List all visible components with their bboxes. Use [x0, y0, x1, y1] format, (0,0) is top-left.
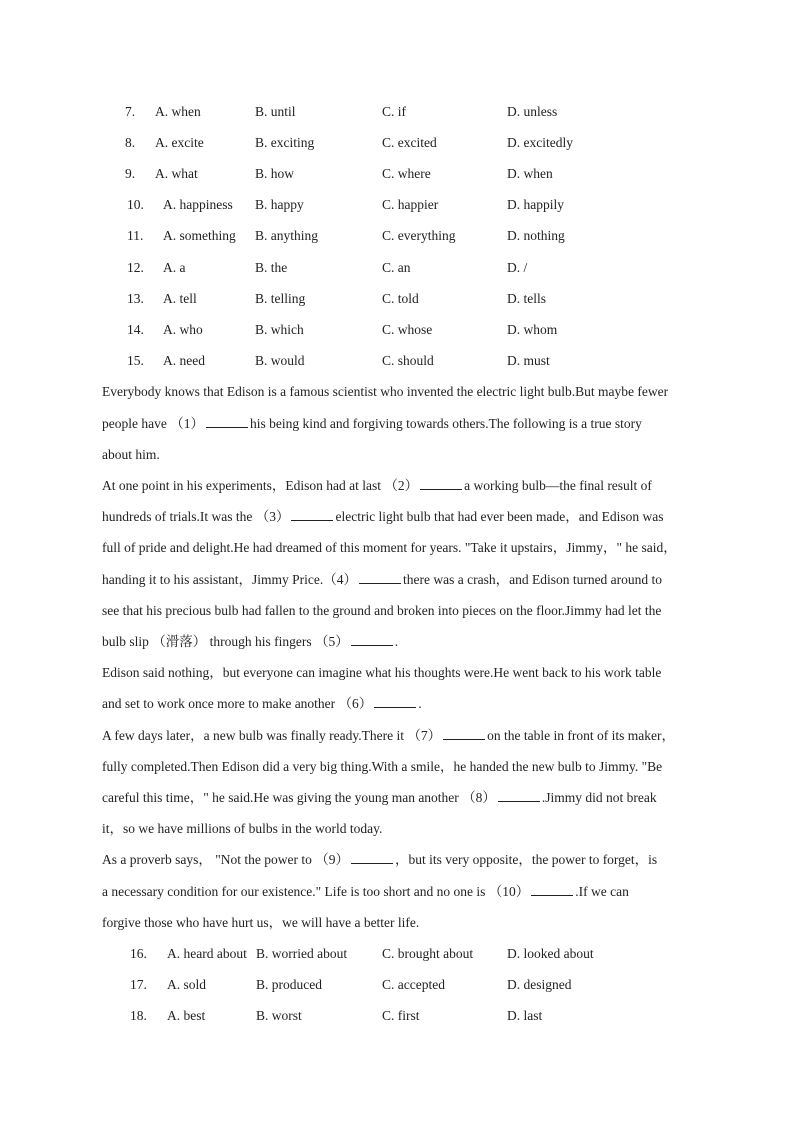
question-number: 9.: [125, 166, 136, 181]
question-row: [0, 133, 794, 153]
option-b: B. worried about: [256, 946, 348, 961]
question-row: [0, 944, 794, 964]
answer-blank-1[interactable]: [206, 414, 248, 428]
option-d: D. /: [507, 260, 528, 275]
option-d: D. excitedly: [507, 135, 573, 150]
passage-line: and set to work once more to make another （6） .: [102, 696, 422, 711]
option-b: B. anything: [255, 228, 318, 243]
passage-line: hundreds of trials.It was the （3） electric light bulb that had ever been made，and Edison was: [102, 509, 664, 524]
question-number: 17.: [130, 977, 147, 992]
option-b: B. which: [255, 322, 304, 337]
option-d: D. unless: [507, 104, 558, 119]
passage-line: people have （1） his being kind and forgiving towards others.The following is a true story: [102, 416, 642, 431]
passage-line: A few days later，a new bulb was finally ready.There it （7） on the table in front of its maker，: [102, 728, 675, 743]
passage-line: a necessary condition for our existence." Life is too short and no one is （10） .If we can: [102, 884, 629, 899]
option-a: A. sold: [167, 977, 207, 992]
passage-line: careful this time，" he said.He was giving the young man another （8） .Jimmy did not break: [102, 790, 657, 805]
option-a: A. excite: [155, 135, 204, 150]
option-d: D. whom: [507, 322, 558, 337]
question-number: 11.: [127, 228, 144, 243]
option-d: D. happily: [507, 197, 564, 212]
option-a: A. what: [155, 166, 198, 181]
option-c: C. where: [382, 166, 431, 181]
option-a: A. heard about: [167, 946, 247, 961]
question-number: 13.: [127, 291, 144, 306]
option-c: C. an: [382, 260, 411, 275]
question-row: [0, 320, 794, 340]
option-a: A. who: [163, 322, 203, 337]
option-a: A. need: [163, 353, 205, 368]
question-row: [0, 351, 794, 371]
question-row: [0, 195, 794, 215]
answer-blank-9[interactable]: [351, 850, 393, 864]
option-b: B. produced: [256, 977, 322, 992]
option-c: C. brought about: [382, 946, 474, 961]
passage-line: fully completed.Then Edison did a very big thing.With a smile，he handed the new bulb to Jimmy. "Be: [102, 759, 663, 774]
question-row: [0, 975, 794, 995]
question-number: 15.: [127, 353, 144, 368]
option-a: A. best: [167, 1008, 206, 1023]
answer-blank-8[interactable]: [498, 788, 540, 802]
question-row: [0, 1006, 794, 1026]
passage-line: As a proverb says， "Not the power to （9） ，but its very opposite，the power to forget，is: [102, 852, 658, 867]
question-row: [0, 289, 794, 309]
option-c: C. accepted: [382, 977, 445, 992]
answer-blank-5[interactable]: [351, 632, 393, 646]
answer-blank-2[interactable]: [420, 476, 462, 490]
passage-line: forgive those who have hurt us，we will have a better life.: [102, 915, 420, 930]
option-b: B. the: [255, 260, 288, 275]
option-b: B. until: [255, 104, 296, 119]
passage-line: handing it to his assistant，Jimmy Price.（4） there was a crash，and Edison turned around to: [102, 572, 663, 587]
question-number: 14.: [127, 322, 144, 337]
option-c: C. if: [382, 104, 407, 119]
option-c: C. told: [382, 291, 419, 306]
option-d: D. looked about: [507, 946, 594, 961]
answer-blank-4[interactable]: [359, 570, 401, 584]
question-number: 8.: [125, 135, 136, 150]
passage-line: about him.: [102, 447, 160, 462]
option-b: B. worst: [256, 1008, 302, 1023]
question-number: 12.: [127, 260, 144, 275]
passage-line: Everybody knows that Edison is a famous scientist who invented the electric light bulb.But maybe fewer: [102, 384, 669, 399]
option-c: C. happier: [382, 197, 439, 212]
answer-blank-10[interactable]: [531, 882, 573, 896]
option-b: B. would: [255, 353, 305, 368]
option-d: D. must: [507, 353, 550, 368]
option-c: C. first: [382, 1008, 420, 1023]
passage-line: At one point in his experiments，Edison had at last （2） a working bulb—the final result of: [102, 478, 652, 493]
question-number: 18.: [130, 1008, 147, 1023]
question-row: [0, 258, 794, 278]
option-d: D. when: [507, 166, 553, 181]
option-a: A. something: [163, 228, 236, 243]
option-c: C. whose: [382, 322, 433, 337]
question-number: 16.: [130, 946, 147, 961]
answer-blank-7[interactable]: [443, 726, 485, 740]
option-a: A. tell: [163, 291, 197, 306]
answer-blank-6[interactable]: [374, 694, 416, 708]
passage-line: it，so we have millions of bulbs in the world today.: [102, 821, 383, 836]
option-c: C. everything: [382, 228, 456, 243]
option-c: C. should: [382, 353, 434, 368]
passage-line: bulb slip （滑落） through his fingers （5） .: [102, 634, 399, 649]
option-a: A. happiness: [163, 197, 233, 212]
answer-blank-3[interactable]: [291, 507, 333, 521]
option-d: D. designed: [507, 977, 572, 992]
passage-line: full of pride and delight.He had dreamed of this moment for years. "Take it upstairs，Jimmy，" he said，: [102, 540, 677, 555]
option-a: A. when: [155, 104, 201, 119]
option-d: D. last: [507, 1008, 543, 1023]
passage-line: Edison said nothing，but everyone can imagine what his thoughts were.He went back to his work table: [102, 665, 662, 680]
option-d: D. nothing: [507, 228, 565, 243]
passage-line: see that his precious bulb had fallen to the ground and broken into pieces on the floor.Jimmy had let the: [102, 603, 662, 618]
question-row: [0, 102, 794, 122]
option-d: D. tells: [507, 291, 546, 306]
question-number: 10.: [127, 197, 144, 212]
question-row: [0, 164, 794, 184]
option-c: C. excited: [382, 135, 437, 150]
option-b: B. how: [255, 166, 295, 181]
option-b: B. telling: [255, 291, 306, 306]
option-b: B. exciting: [255, 135, 315, 150]
option-b: B. happy: [255, 197, 304, 212]
option-a: A. a: [163, 260, 186, 275]
question-number: 7.: [125, 104, 136, 119]
question-row: [0, 226, 794, 246]
